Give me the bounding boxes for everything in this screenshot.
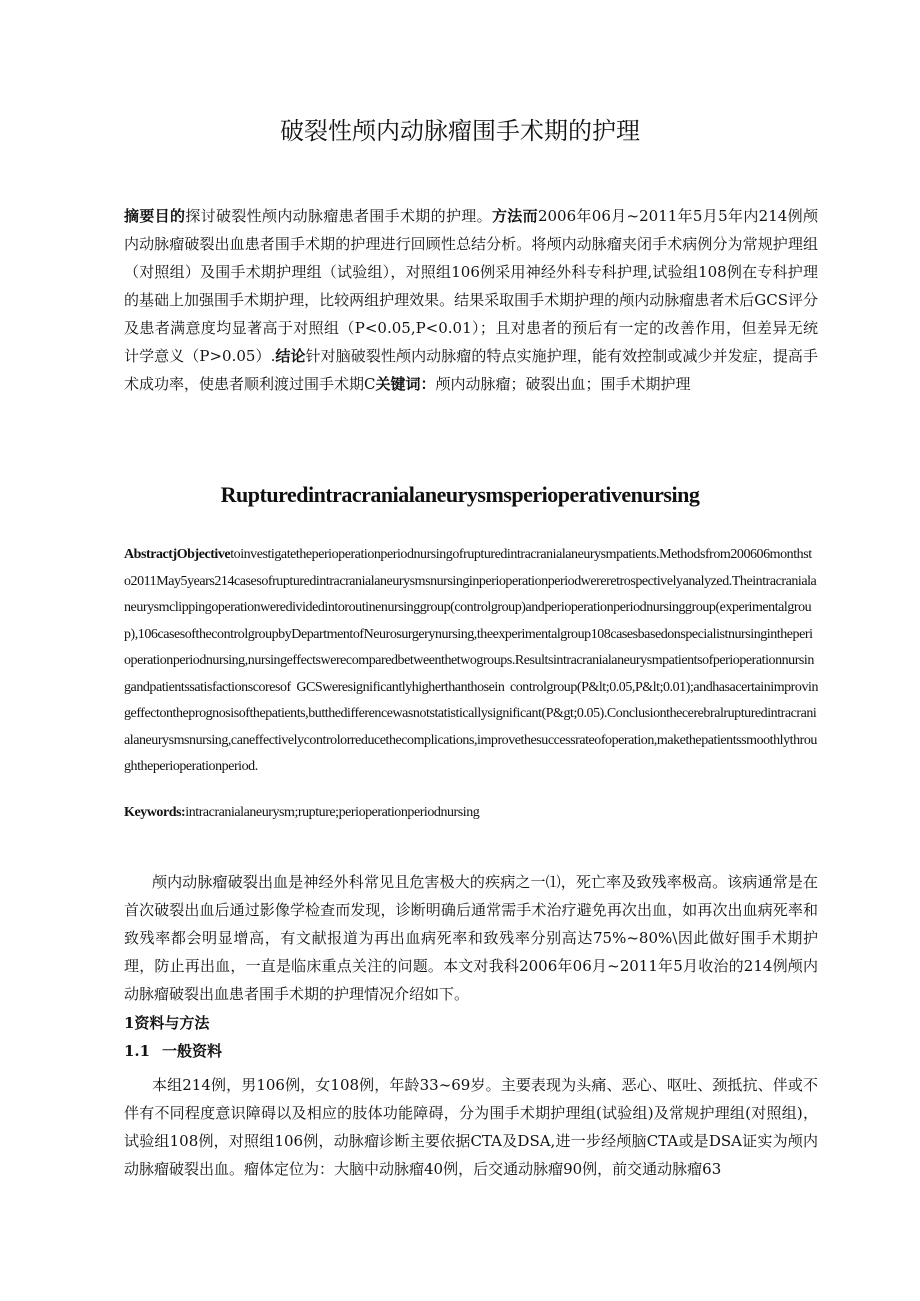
abstract-chinese	[124, 202, 818, 398]
section-heading-text: 一般资料	[162, 1042, 223, 1060]
conclusion-label: 结论	[275, 347, 306, 365]
section-heading-1-1	[124, 1037, 222, 1065]
section-heading-1: 1资料与方法	[124, 1014, 210, 1032]
keywords-label-chinese: 关键词：	[375, 375, 436, 393]
abstract-english-label: AbstractjObjective	[124, 547, 231, 562]
paper-title-english: Rupturedintracranialaneurysmsperioperativenursing	[220, 482, 700, 507]
keywords-english-label: Keywords:	[124, 805, 186, 820]
abstract-english	[124, 542, 818, 781]
methods-label: 方法而	[491, 207, 538, 225]
keywords-text-chinese: 颅内动脉瘤；破裂出血；围手术期护理	[435, 375, 691, 393]
objective-label: 目的	[154, 207, 186, 225]
general-data-paragraph: 本组214例，男106例，女108例，年龄33~69岁。主要表现为头痛、恶心、呕吐、颈抵抗、伴或不伴有不同程度意识障碍以及相应的肢体功能障碍，分为围手术期护理组(试验组)及常规护理组(对照组)，试验组108例，对照组106例，动脉瘤诊断主要依据CTA及DSA,进一步经颅脑CTA或是DSA证实为颅内动脉瘤破裂出血。瘤体定位为：大脑中动脉瘤40例，后交通动脉瘤90例，前交通动脉瘤63	[124, 1076, 818, 1178]
section-number: 1.1	[124, 1042, 151, 1060]
methods-text: 2006年06月~2011年5月5年内214例颅内动脉瘤破裂出血患者围手术期的护理进行回顾性总结分析。将颅内动脉瘤夹闭手术病例分为常规护理组（对照组）及围手术期护理组（试验组），对照组106例采用神经外科专科护理,试验组108例在专科护理的基础上加强围手术期护理，比较两组护理效果。结果采取围手术期护理的颅内动脉瘤患者术后GCS评分及患者满意度均显著高于对照组（P<0.05,P<0.01）；且对患者的预后有一定的改善作用，但差异无统计学意义（P>0.05）.	[124, 207, 818, 365]
objective-text: 探讨破裂性颅内动脉瘤患者围手术期的护理。	[185, 207, 492, 225]
paper-title-chinese: 破裂性颅内动脉瘤围手术期的护理	[280, 117, 640, 145]
intro-paragraph: 颅内动脉瘤破裂出血是神经外科常见且危害极大的疾病之一⑴，死亡率及致残率极高。该病通常是在首次破裂出血后通过影像学检查而发现，诊断明确后通常需手术治疗避免再次出血，如再次出血病死率和致残率都会明显增高，有文献报道为再出血病死率和致残率分别高达75%~80%\因此做好围手术期护理，防止再出血，一直是临床重点关注的问题。本文对我科2006年06月~2011年5月收治的214例颅内动脉瘤破裂出血患者围手术期的护理情况介绍如下。	[124, 873, 818, 1003]
abstract-english-text: toinvestigatetheperioperationperiodnursingofrupturedintracranialaneurysmpatients.Methodsfrom200606monthsto2011May5years214casesofrupturedintracranialaneurysmsnursinginperioperationperiodwereretrospectivelyanalyzed.Theintracranialaneurysmclippingoperationweredividedintoroutinenursinggroup(controlgroup)andperioperationperiodnursinggroup(experimentalgroup),106casesofthecontrolgroupbyDepartmentofNeurosurgerynursing,theexperimentalgroup108casesbasedonspecialistnursingintheperioperationperiodnursing,nursingeffectswerecomparedbetweenthetwogroups.Resultsintracranialaneurysmpatientsofperioperationnursingandpatientssatisfactionscoresof GCSweresignificantlyhigherthanthosein controlgroup(P&lt;0.05,P&lt;0.01);andhasacertainimprovingeffectontheprognosisofthepatients,butthedifferencewasnotstatisticallysignificant(P&gt;0.05).Conclusionthecerebralrupturedintracranialaneurysmsnursing,caneffectivelycontrolorreducethecomplications,improvethesuccessrateofoperation,makethepatientssmoothlythroughtheperioperationperiod.	[124, 547, 818, 774]
keywords-english-text: intracranialaneurysm;rupture;perioperationperiodnursing	[185, 805, 480, 820]
keywords-english	[124, 800, 818, 826]
abstract-label: 摘要	[124, 207, 155, 225]
conclusion-text: 针对脑破裂性颅内动脉瘤的特点实施护理，能有效控制或减少并发症，提高手术成功率，使患者顺利渡过围手术期C	[124, 347, 818, 393]
